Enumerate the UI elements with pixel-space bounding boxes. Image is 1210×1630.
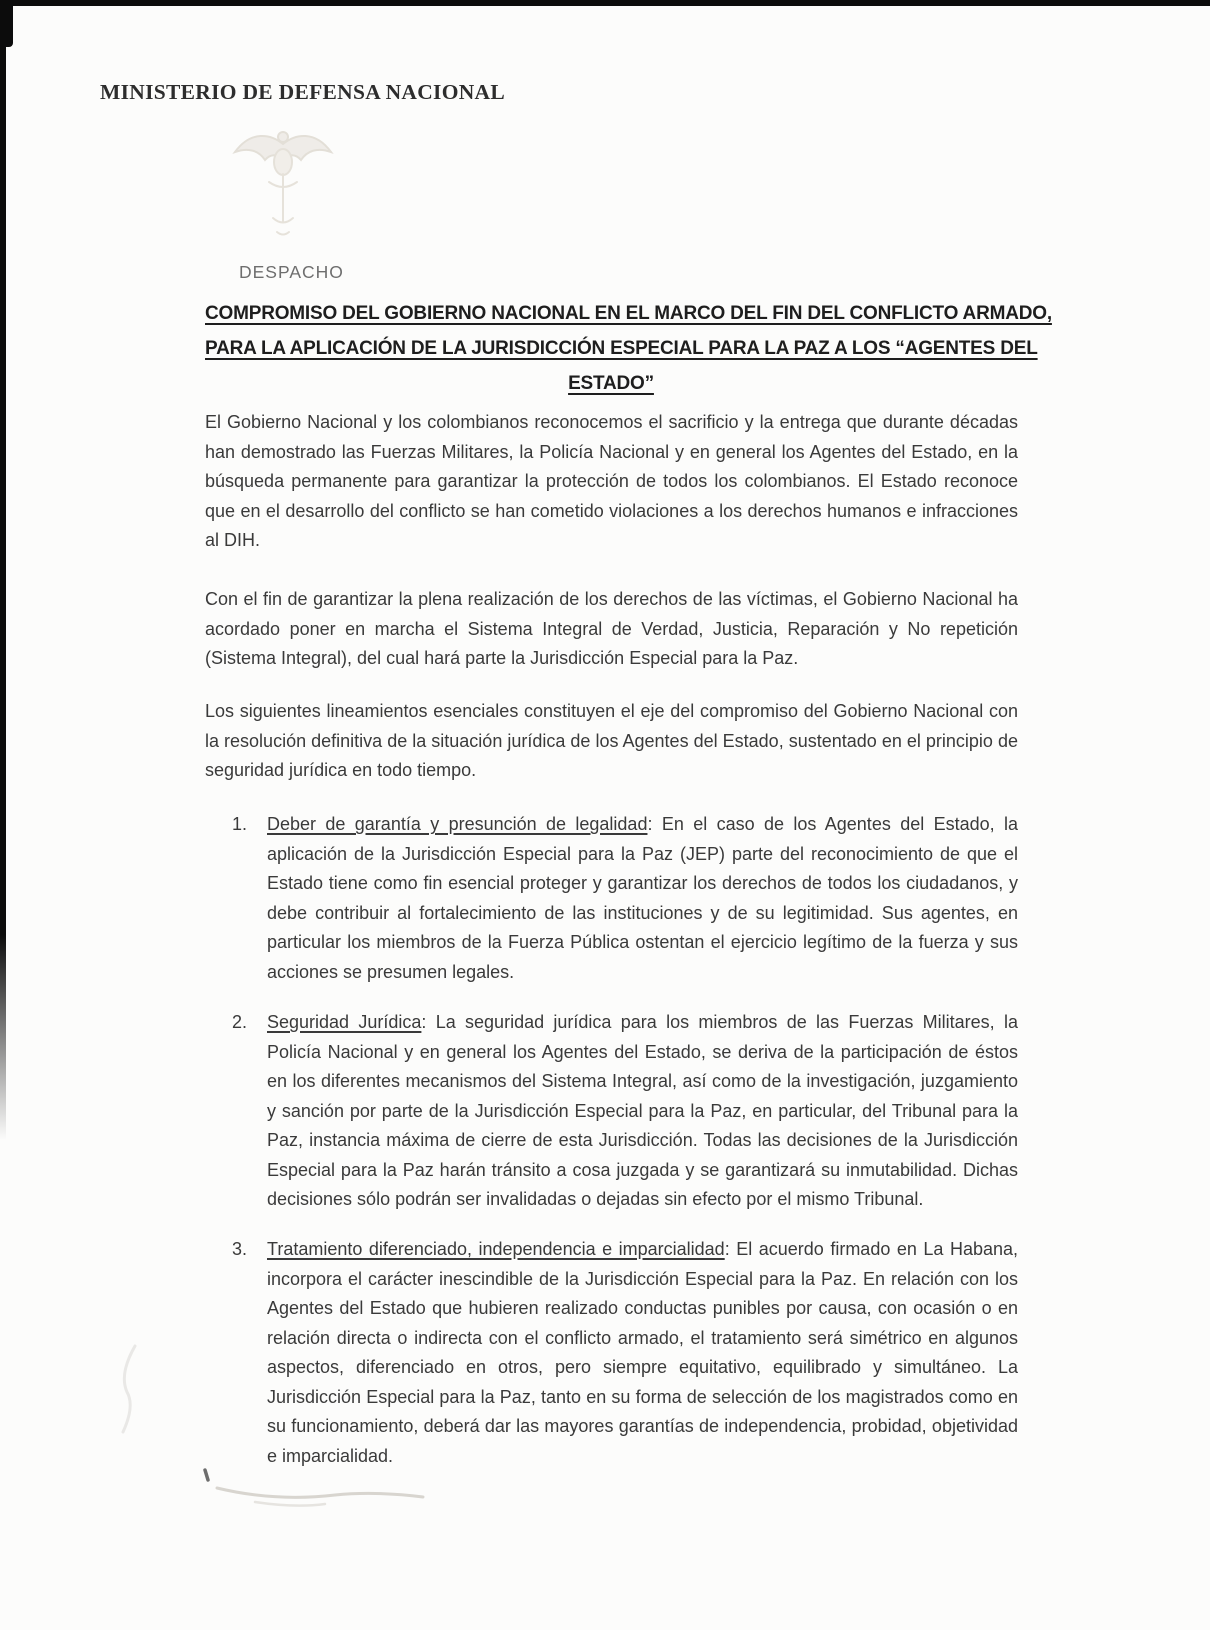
paragraph-3: Los siguientes lineamientos esenciales constituyen el eje del compromiso del Gobierno Nacional con la resolución definitiva de la situación jurídica de los Agentes del Estado, sustentado en el principio de seguridad jurídica en todo tiempo. — [205, 701, 1018, 780]
item-number: 1. — [232, 814, 248, 834]
title-line-1: COMPROMISO DEL GOBIERNO NACIONAL EN EL MARCO DEL FIN DEL CONFLICTO ARMADO, — [205, 303, 1052, 324]
list-item-3 — [232, 1235, 1018, 1471]
item-lead: Deber de garantía y presunción de legalidad — [267, 814, 648, 834]
list-item-2 — [232, 1008, 1018, 1215]
pencil-mark-left-margin — [105, 1340, 155, 1440]
item-text — [267, 1235, 1018, 1471]
scan-corner-mark — [0, 0, 13, 47]
item-number: 3. — [232, 1239, 248, 1259]
item-lead: Seguridad Jurídica — [267, 1012, 422, 1032]
item-number: 2. — [232, 1012, 248, 1032]
document-title — [205, 296, 1052, 401]
ministry-crest-icon — [227, 120, 340, 242]
item-body: : El acuerdo firmado en La Habana, incorpora el carácter inescindible de la Jurisdicción Especial para la Paz. En relación con los Agentes del Estado que hubieren realizado conductas punibles por causa, con ocasión o en relación directa o indirecta con el conflicto armado, el tratamiento será simétrico en algunos aspectos, diferenciado en otros, pero siempre equitativo, equilibrado y simultáneo. La Jurisdicción Especial para la Paz, tanto en su forma de selección de los magistrados como en su funcionamiento, deberá dar las mayores garantías de independencia, probidad, objetividad e imparcialidad. — [267, 1239, 1019, 1466]
scan-edge-top — [0, 0, 1210, 6]
paragraph-2: Con el fin de garantizar la plena realización de los derechos de las víctimas, el Gobierno Nacional ha acordado poner en marcha el Sistema Integral de Verdad, Justicia, Reparación y No repetición (Sistema Integral), del cual hará parte la Jurisdicción Especial para la Paz. — [205, 589, 1018, 668]
list-item-1 — [232, 810, 1018, 987]
item-text — [267, 810, 1018, 987]
ministry-header-title: MINISTERIO DE DEFENSA NACIONAL — [100, 80, 506, 104]
item-body: : En el caso de los Agentes del Estado, la aplicación de la Jurisdicción Especial para la Paz (JEP) parte del reconocimiento de que el Estado tiene como fin esencial proteger y garantizar los derechos de todos los ciudadanos, y debe contribuir al fortalecimiento de las instituciones y de su legitimidad. Sus agentes, en particular los miembros de la Fuerza Pública ostentan el ejercicio legítimo de la fuerza y sus acciones se presumen legales. — [267, 814, 1019, 982]
item-body: : La seguridad jurídica para los miembros de las Fuerzas Militares, la Policía Nacional y en general los Agentes del Estado, se deriva de la participación de éstos en los diferentes mecanismos del Sistema Integral, así como de la investigación, juzgamiento y sanción por parte de la Jurisdicción Especial para la Paz, en particular, del Tribunal para la Paz, instancia máxima de cierre de esta Jurisdicción. Todas las decisiones de la Jurisdicción Especial para la Paz harán tránsito a cosa juzgada y se garantizará su inmutabilidad. Dichas decisiones sólo podrán ser invalidadas o dejadas sin efecto por el mismo Tribunal. — [267, 1012, 1018, 1209]
title-line-2: PARA LA APLICACIÓN DE LA JURISDICCIÓN ESPECIAL PARA LA PAZ A LOS “AGENTES DEL — [205, 338, 1038, 359]
title-line-3: ESTADO” — [568, 373, 654, 394]
office-label: DESPACHO — [239, 262, 344, 282]
scan-edge-left — [0, 0, 6, 1140]
item-text — [267, 1008, 1018, 1215]
paragraph-1: El Gobierno Nacional y los colombianos reconocemos el sacrificio y la entrega que durante décadas han demostrado las Fuerzas Militares, la Policía Nacional y en general los Agentes del Estado, en la búsqueda permanente para garantizar la protección de todos los colombianos. El Estado reconoce que en el desarrollo del conflicto se han cometido violaciones a los derechos humanos e infracciones al DIH. — [205, 412, 1018, 550]
item-lead: Tratamiento diferenciado, independencia e imparcialidad — [267, 1239, 725, 1259]
